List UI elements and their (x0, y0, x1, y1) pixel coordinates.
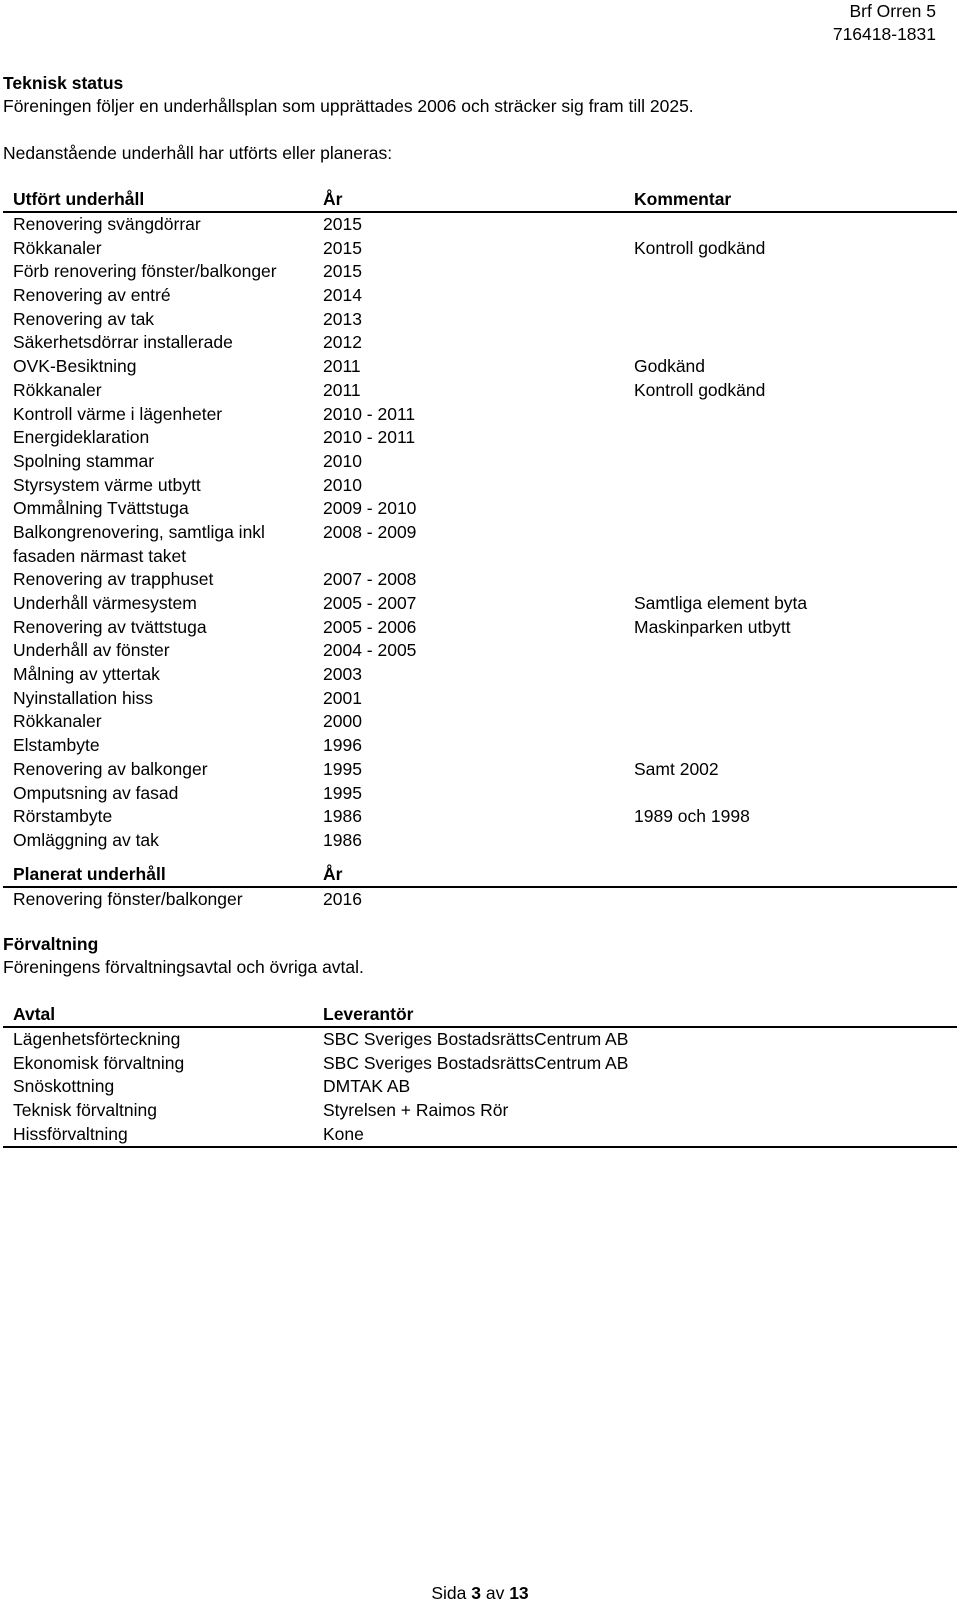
table-cell: Renovering av tvättstuga (13, 616, 207, 637)
table-row (3, 710, 957, 734)
table-cell: 2015 (323, 214, 362, 234)
teknisk-status-intro: Föreningen följer en underhållsplan som upprättades 2006 och sträcker sig fram till 2025. (3, 96, 694, 116)
org-name: Brf Orren 5 (849, 1, 936, 21)
table-cell: 2015 (323, 261, 362, 282)
table-cell: 2001 (323, 687, 362, 708)
table-cell: Samtliga element byta (634, 593, 808, 614)
table-cell: 2010 - 2011 (323, 427, 416, 448)
column-header-year: År (323, 864, 343, 884)
table-cell: 1989 och 1998 (634, 806, 750, 827)
completed-maintenance-table (3, 187, 957, 853)
table-cell: Rökkanaler (13, 237, 102, 258)
table-cell: Styrelsen + Raimos Rör (323, 1100, 509, 1121)
table-cell: DMTAK AB (323, 1076, 411, 1097)
table-cell: Rökkanaler (13, 711, 102, 732)
table-row (3, 237, 957, 261)
agreements-table (3, 1002, 957, 1148)
table-cell: 2008 - 2009 (323, 521, 417, 542)
table-cell: 2003 (323, 664, 362, 685)
table-cell: 2010 (323, 474, 362, 495)
table-cell: 2010 (323, 450, 362, 471)
teknisk-status-heading: Teknisk status (3, 73, 124, 93)
table-cell: Renovering av entré (13, 285, 171, 306)
table-cell: 1986 (323, 806, 362, 827)
table-cell: Rökkanaler (13, 379, 102, 400)
current-page-number: 3 (471, 1583, 481, 1603)
table-row (3, 616, 957, 640)
table-row (3, 805, 957, 829)
table-cell: Godkänd (634, 356, 706, 377)
table-cell: Renovering av balkonger (13, 758, 208, 779)
table-cell: SBC Sveriges BostadsrättsCentrum AB (323, 1052, 629, 1073)
table-cell: 2012 (323, 332, 362, 353)
table-cell: 2010 - 2011 (323, 403, 416, 424)
page-label: Sida (431, 1583, 467, 1603)
table-cell: 2009 - 2010 (323, 498, 417, 519)
column-header-comment: Kommentar (634, 189, 732, 209)
table-row (3, 639, 957, 663)
column-header-agreement: Avtal (13, 1004, 56, 1024)
table-cell: Energideklaration (13, 427, 150, 448)
table-row (3, 308, 957, 332)
table-row (3, 497, 957, 521)
table-cell: Målning av yttertak (13, 664, 160, 685)
table-row (3, 663, 957, 687)
forvaltning-intro: Föreningens förvaltningsavtal och övriga avtal. (3, 957, 364, 977)
table-row (3, 1123, 957, 1147)
table-cell: 2000 (323, 711, 362, 732)
table-cell: 2011 (323, 379, 361, 400)
table-header (3, 187, 957, 213)
table-row (3, 450, 957, 474)
table-cell: 2011 (323, 356, 361, 377)
table-body (3, 1028, 957, 1148)
table-row (3, 521, 957, 568)
table-cell: Kone (323, 1123, 364, 1144)
total-pages: 13 (509, 1583, 529, 1603)
table-row (3, 379, 957, 403)
table-row (3, 758, 957, 782)
forvaltning-heading: Förvaltning (3, 934, 99, 954)
table-row (3, 403, 957, 427)
table-cell: Säkerhetsdörrar installerade (13, 332, 233, 353)
table-cell: Ommålning Tvättstuga (13, 498, 189, 519)
table-cell: Ekonomisk förvaltning (13, 1052, 185, 1073)
table-cell: Kontroll godkänd (634, 379, 766, 400)
table-cell: 1996 (323, 735, 362, 756)
org-number: 716418-1831 (832, 24, 936, 44)
table-cell: Teknisk förvaltning (13, 1100, 157, 1121)
table-cell: 1986 (323, 829, 362, 850)
column-header-maintenance: Utfört underhåll (13, 189, 145, 209)
table-row (3, 260, 957, 284)
table-row (3, 474, 957, 498)
table-row (3, 782, 957, 806)
table-cell: Underhåll värmesystem (13, 593, 197, 614)
table-header (3, 862, 957, 888)
maintenance-lead-text: Nedanstående underhåll har utförts eller planeras: (3, 143, 393, 163)
table-row (3, 592, 957, 616)
table-cell: Nyinstallation hiss (13, 687, 154, 708)
document-header (833, 0, 936, 46)
table-cell: OVK-Besiktning (13, 356, 137, 377)
table-row (3, 284, 957, 308)
table-cell: Omläggning av tak (13, 829, 159, 850)
table-cell: Maskinparken utbytt (634, 616, 791, 637)
table-row (3, 888, 957, 912)
table-cell: Elstambyte (13, 735, 100, 756)
table-cell: 2014 (323, 285, 362, 306)
table-body (3, 888, 957, 912)
table-cell: Balkongrenovering, samtliga inkl fasaden närmast taket (13, 521, 265, 566)
column-header-year: År (323, 189, 343, 209)
table-cell: Omputsning av fasad (13, 782, 179, 803)
page-separator: av (485, 1583, 505, 1603)
table-cell: Kontroll värme i lägenheter (13, 403, 223, 424)
table-cell: Snöskottning (13, 1076, 115, 1097)
table-cell: Renovering av trapphuset (13, 569, 214, 590)
table-row (3, 1075, 957, 1099)
table-row (3, 1052, 957, 1076)
table-cell: Spolning stammar (13, 450, 155, 471)
table-cell: Förb renovering fönster/balkonger (13, 261, 277, 282)
table-cell: SBC Sveriges BostadsrättsCentrum AB (323, 1029, 629, 1049)
table-row (3, 568, 957, 592)
table-row (3, 1099, 957, 1123)
page-footer (0, 1583, 960, 1604)
table-row (3, 426, 957, 450)
table-cell: 2016 (323, 889, 362, 909)
table-cell: Renovering av tak (13, 308, 155, 329)
table-cell: 1995 (323, 782, 362, 803)
table-cell: 1995 (323, 758, 362, 779)
table-cell: Underhåll av fönster (13, 640, 170, 661)
table-header (3, 1002, 957, 1028)
table-cell: Renovering fönster/balkonger (13, 889, 243, 909)
table-cell: Renovering svängdörrar (13, 214, 201, 234)
table-row (3, 687, 957, 711)
table-cell: 2005 - 2006 (323, 616, 417, 637)
table-cell: Styrsystem värme utbytt (13, 474, 201, 495)
table-row (3, 829, 957, 853)
table-body (3, 213, 957, 853)
planned-maintenance-table (3, 862, 957, 912)
table-cell: Rörstambyte (13, 806, 113, 827)
table-row (3, 734, 957, 758)
column-header-planned: Planerat underhåll (13, 864, 166, 884)
table-cell: Lägenhetsförteckning (13, 1029, 181, 1049)
table-row (3, 213, 957, 237)
table-cell: Hissförvaltning (13, 1123, 128, 1144)
table-cell: 2013 (323, 308, 362, 329)
table-cell: 2004 - 2005 (323, 640, 417, 661)
table-cell: Kontroll godkänd (634, 237, 766, 258)
table-cell: 2015 (323, 237, 362, 258)
column-header-supplier: Leverantör (323, 1004, 414, 1024)
table-row (3, 1028, 957, 1052)
table-row (3, 355, 957, 379)
table-cell: 2007 - 2008 (323, 569, 417, 590)
table-cell: Samt 2002 (634, 758, 719, 779)
table-row (3, 331, 957, 355)
table-cell: 2005 - 2007 (323, 593, 417, 614)
